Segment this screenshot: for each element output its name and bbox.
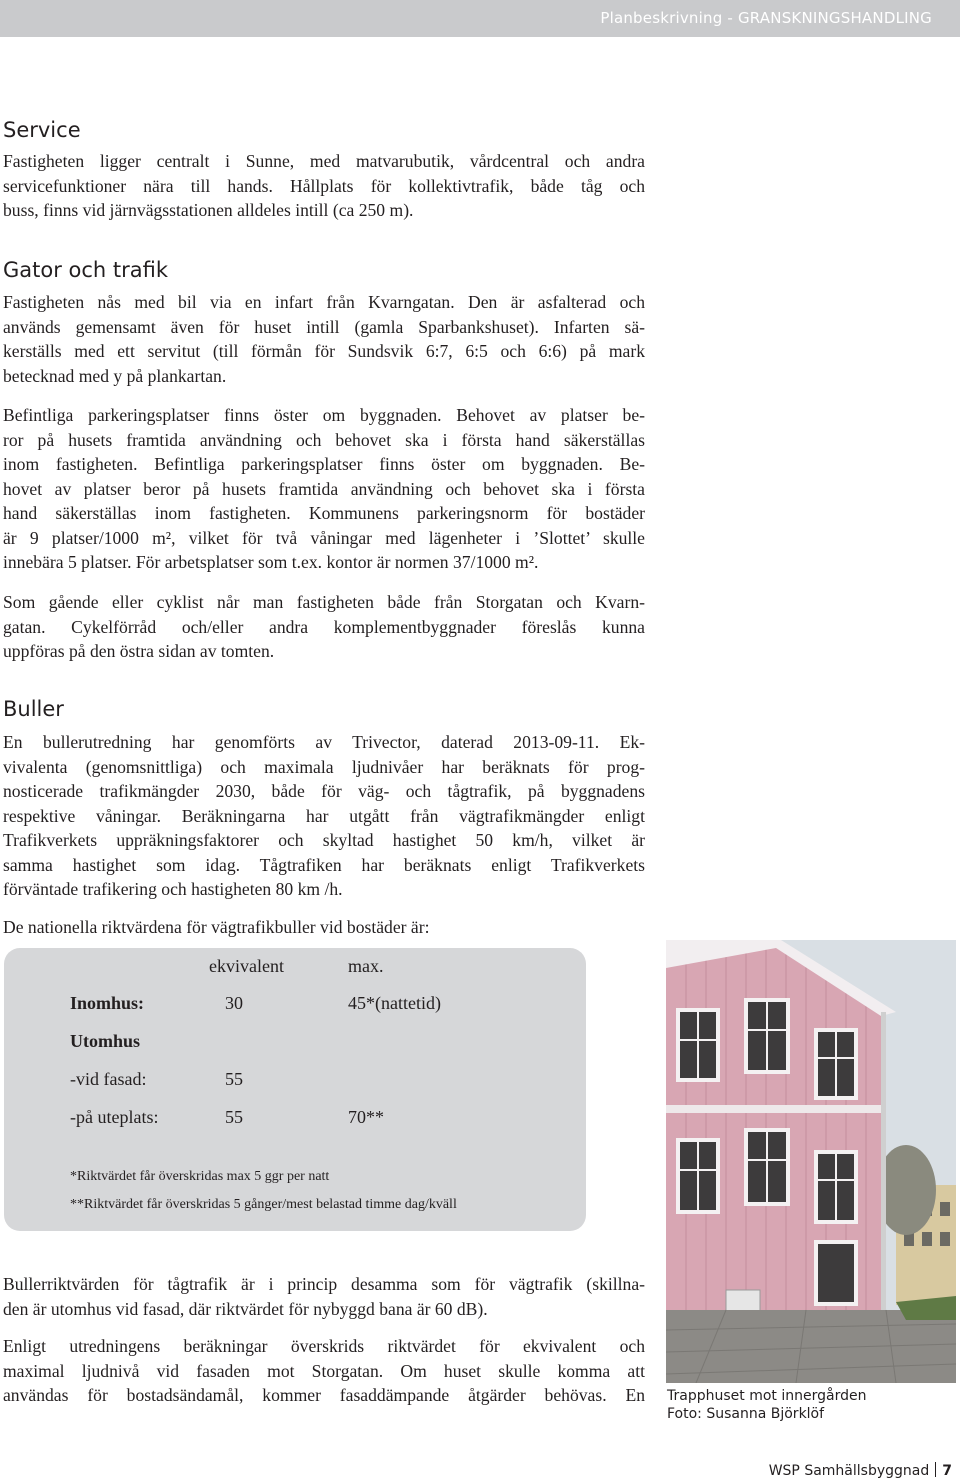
- text-line: De nationella riktvärdena för vägtrafikbuller vid bostäder är:: [3, 917, 430, 937]
- text-line: Trafikverkets uppräkningsfaktorer och skyltad hastighet 50 km/h, vilket är: [3, 830, 645, 850]
- column-header-max: max.: [348, 956, 384, 976]
- photo-credit: Foto: Susanna Björklöf: [667, 1406, 825, 1422]
- cell-inomhus-ekvivalent: 30: [225, 993, 243, 1013]
- document-title: Planbeskrivning - GRANSKNINGSHANDLING: [600, 9, 932, 27]
- text-line: nosticerade trafikmängder 2030, både för väg- och tågtrafik, på byggnadens: [3, 781, 645, 801]
- photo-caption: Trapphuset mot innergården: [667, 1388, 867, 1404]
- heading-buller: Buller: [3, 697, 64, 721]
- text-line: den är utomhus vid fasad, där riktvärdet för nybyggd bana är 60 dB).: [3, 1298, 488, 1319]
- text-line: förväntade trafikering och hastigheten 80 km /h.: [3, 879, 343, 899]
- paragraph-gator-1: [3, 290, 645, 388]
- text-line: användas för bostadsändamål, kommer fasaddämpande åtgärder behövas. En: [3, 1385, 645, 1405]
- text-line: ror på husets framtida användning och behovet ska i första hand säkerställas: [3, 429, 645, 450]
- cell-vid-fasad-ekvivalent: 55: [225, 1069, 243, 1089]
- paragraph-service: [3, 149, 645, 223]
- text-line: Enligt utredningens beräkningar överskrids riktvärdet för ekvivalent och: [3, 1336, 645, 1356]
- row-label-vid-fasad: -vid fasad:: [70, 1069, 147, 1089]
- paragraph-gator-3: [3, 590, 645, 664]
- building-photo: [666, 940, 956, 1383]
- text-line: gatan. Cykelförråd och/eller andra komplementbyggnader föreslås kunna: [3, 616, 645, 637]
- text-line: Fastigheten ligger centralt i Sunne, med matvarubutik, vårdcentral och andra: [3, 151, 645, 171]
- text-line: En bullerutredning har genomförts av Trivector, daterad 2013-09-11. Ek-: [3, 732, 645, 752]
- text-line: är 9 platser/1000 m², vilket för två våningar med lägenheter i ’Slottet’ skulle: [3, 527, 645, 548]
- text-line: Bullerriktvärden för tågtrafik är i princip desamma som för vägtrafik (skillna-: [3, 1274, 645, 1294]
- column-header-ekvivalent: ekvivalent: [209, 956, 284, 976]
- text-line: maximal ljudnivå vid fasaden mot Storgatan. Om huset skulle komma att: [3, 1360, 645, 1381]
- header-bar: [0, 0, 960, 37]
- paragraph-buller-intro: [3, 915, 645, 940]
- text-line: betecknad med y på plankartan.: [3, 365, 227, 386]
- paragraph-buller-3: [3, 1334, 645, 1408]
- text-line: vivalenta (genomsnittliga) och maximala ljudnivåer har beräknats för prog-: [3, 756, 645, 777]
- text-line: innebära 5 platser. För arbetsplatser som t.ex. kontor är normen 37/1000 m².: [3, 552, 539, 572]
- pink-house-illustration: [666, 940, 956, 1383]
- paragraph-gator-2: [3, 403, 645, 575]
- text-line: hovet av platser beror på husets framtida användning och behovet ska i första: [3, 478, 645, 499]
- text-line: Som gående eller cyklist når man fastigheten både från Storgatan och Kvarn-: [3, 592, 645, 612]
- row-label-inomhus: Inomhus:: [70, 993, 145, 1013]
- text-line: buss, finns vid järnvägsstationen alldeles intill (ca 250 m).: [3, 200, 414, 220]
- table-footnote-2: **Riktvärdet får överskridas 5 gånger/mest belastad timme dag/kväll: [70, 1197, 457, 1212]
- text-line: Fastigheten nås med bil via en infart från Kvarngatan. Den är asfalterad och: [3, 292, 645, 312]
- cell-pa-uteplats-ekvivalent: 55: [225, 1107, 243, 1127]
- page-footer: [769, 1462, 952, 1479]
- page-number: 7: [942, 1463, 952, 1479]
- text-line: uppföras på den östra sidan av tomten.: [3, 641, 275, 661]
- table-footnote-1: *Riktvärdet får överskridas max 5 ggr per natt: [70, 1169, 330, 1184]
- text-line: används gemensamt även för huset intill (gamla Sparbankshuset). Infarten sä-: [3, 316, 645, 337]
- text-line: hand säkerställas inom fastigheten. Kommunens parkeringsnorm för bostäder: [3, 503, 645, 523]
- footer-divider: [935, 1462, 936, 1477]
- text-line: servicefunktioner nära till hands. Hållplats för kollektivtrafik, både tåg och: [3, 175, 645, 196]
- text-line: inom fastigheten. Befintliga parkeringsplatser finns öster om byggnaden. Be-: [3, 454, 645, 474]
- text-line: samma hastighet som idag. Tågtrafiken har beräknats enligt Trafikverkets: [3, 854, 645, 875]
- footer-company: WSP Samhällsbyggnad: [768, 1463, 930, 1479]
- text-line: respektive våningar. Beräkningarna har utgått från vägtrafikmängder enligt: [3, 805, 645, 826]
- heading-service: Service: [3, 118, 81, 142]
- text-line: Befintliga parkeringsplatser finns öster om byggnaden. Behovet av platser be-: [3, 405, 645, 425]
- noise-guideline-table: [4, 948, 586, 1231]
- paragraph-buller-2: [3, 1272, 645, 1321]
- text-line: kerställs med ett servitut (till förmån för Sundsvik 6:7, 6:5 och 6:6) på mark: [3, 341, 645, 361]
- row-label-pa-uteplats: -på uteplats:: [70, 1107, 159, 1127]
- cell-pa-uteplats-max: 70**: [348, 1107, 384, 1127]
- cell-inomhus-max: 45*(nattetid): [348, 993, 441, 1013]
- row-label-utomhus: Utomhus: [70, 1031, 141, 1051]
- paragraph-buller-1: [3, 730, 645, 902]
- heading-gator-och-trafik: Gator och trafik: [3, 258, 169, 282]
